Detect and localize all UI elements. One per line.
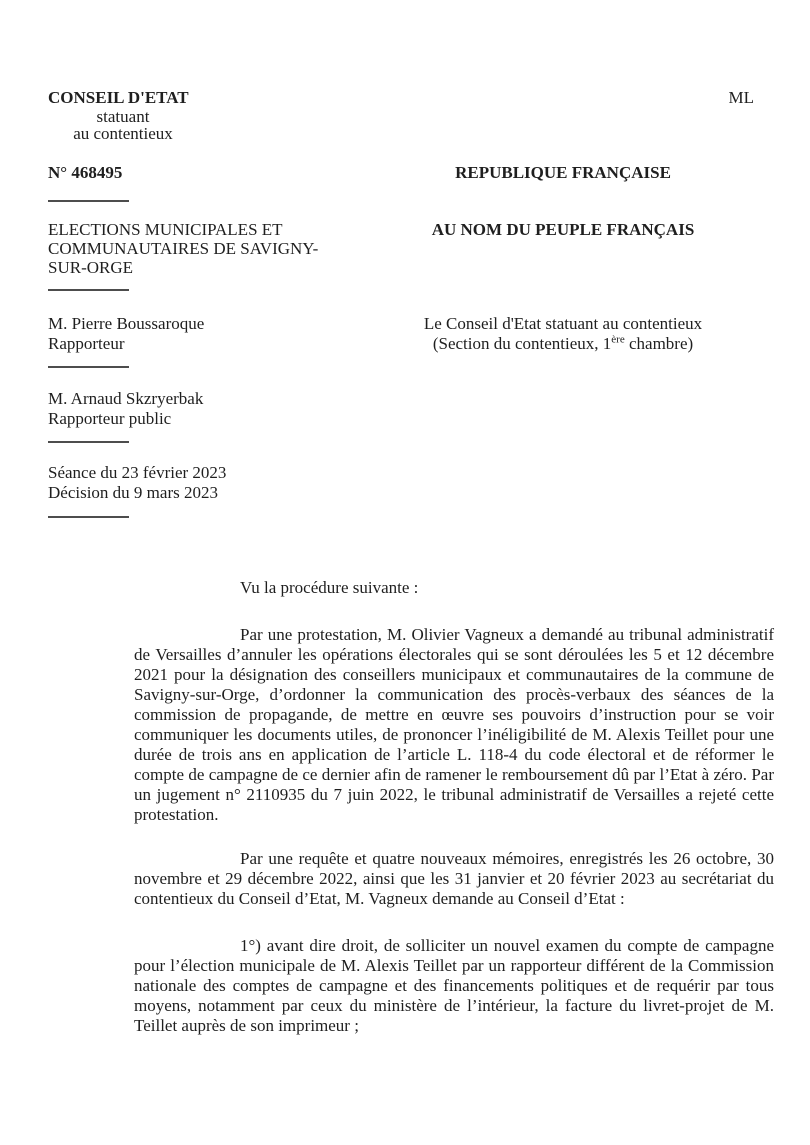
dates-block: [48, 463, 810, 503]
rapporteur-public-block: [48, 389, 810, 429]
case-number: N° 468495: [48, 163, 123, 182]
divider-3: [48, 366, 129, 368]
body-paragraph-1: Par une protestation, M. Olivier Vagneux a demandé au tribunal administratif de Versailles d’annuler les opérations électorales qui se sont déroulées les 5 et 12 décembre 2021 pour la désignation des conseillers municipaux et communautaires de la commune de Savigny-sur-Orge, d’ordonner la communication des procès-verbaux des séances de la commission de propagande, de mettre en œuvre ses pouvoirs d’instruction pour se voir communiquer les documents utiles, de prononcer l’inéligibilité de M. Alexis Teillet pour une durée de trois ans en application de l’article L. 118-4 du code électoral et de réformer le compte de campagne de ce dernier afin de ramener le remboursement dû par l’Etat à zéro. Par un jugement n° 2110935 du 7 juin 2022, le tribunal administratif de Versailles a rejeté cette protestation.: [134, 625, 774, 824]
decision-date: Décision du 9 mars 2023: [48, 483, 218, 502]
republic-title: REPUBLIQUE FRANÇAISE: [455, 163, 671, 182]
formation-line2-post: chambre): [624, 334, 694, 353]
rapporteur-row: [0, 314, 810, 354]
court-title: CONSEIL D'ETAT: [48, 88, 189, 107]
decision-body: [134, 578, 774, 1036]
case-subject: ELECTIONS MUNICIPALES ET COMMUNAUTAIRES DE SAVIGNY-SUR-ORGE: [48, 220, 319, 277]
formation-line2-sup: ère: [611, 333, 625, 346]
divider-5: [48, 516, 129, 518]
court-header: [0, 88, 810, 142]
rapporteur-role: Rapporteur: [48, 334, 125, 353]
rapporteur-public-role: Rapporteur public: [48, 409, 172, 428]
formation-line2: [408, 334, 718, 354]
rapporteur-public-name: M. Arnaud Skzryerbak: [48, 389, 204, 408]
formation-line1: Le Conseil d'Etat statuant au contentieux: [423, 314, 703, 333]
body-paragraph-3: 1°) avant dire droit, de solliciter un nouvel examen du compte de campagne pour l’élection municipale de M. Alexis Teillet par un rapporteur différent de la Commission nationale des comptes de campagne et des financements politiques et de requérir par tous moyens, notamment par ceux du ministère de l’intérieur, la facture du livret-projet de M. Teillet auprès de son imprimeur ;: [134, 936, 774, 1035]
seance-date: Séance du 23 février 2023: [48, 463, 227, 482]
divider-4: [48, 441, 129, 443]
formation-line2-pre: (Section du contentieux, 1: [432, 334, 612, 353]
body-paragraph-2: Par une requête et quatre nouveaux mémoires, enregistrés les 26 octobre, 30 novembre et 29 décembre 2022, ainsi que les 31 janvier et 20 février 2023 au secrétariat du contentieux du Conseil d’Etat, M. Vagneux demande au Conseil d’Etat :: [134, 849, 774, 908]
in-the-name-title: AU NOM DU PEUPLE FRANÇAIS: [431, 220, 695, 239]
court-subtitle-line2: au contentieux: [73, 124, 173, 143]
court-subtitle-line1: statuant: [96, 107, 150, 126]
corner-mark: ML: [728, 88, 754, 107]
divider-2: [48, 289, 129, 291]
rapporteur-name: M. Pierre Boussaroque: [48, 314, 205, 333]
case-subject-row: [0, 220, 810, 277]
procedure-intro: Vu la procédure suivante :: [240, 578, 419, 597]
case-number-row: [0, 163, 810, 183]
divider-1: [48, 200, 129, 202]
